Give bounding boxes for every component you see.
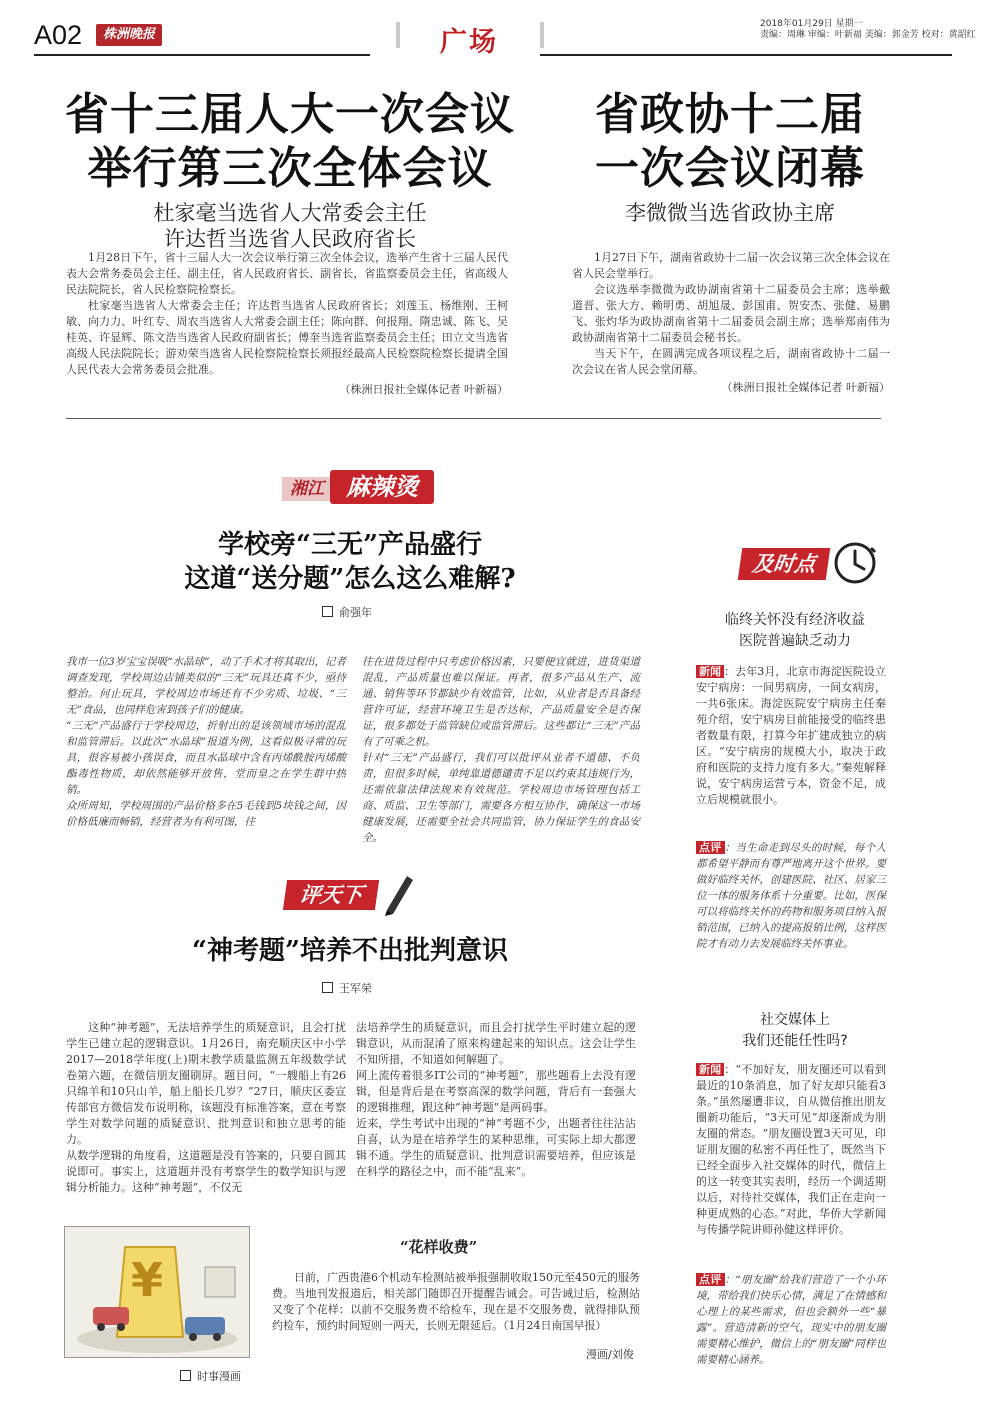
comment-body-col1: 这种“神考题”，无法培养学生的质疑意识，且会打扰学生已建立起的逻辑意识。1月26日，南充顺庆区中小学2017—2018学年度(上)期末教学质量监测五年级数学试卷第六题，在微信朋友圈刷屏。题目问，“一艘船上有26只绵羊和10只山羊，船上船长几岁？”27日，顺庆区委宣传部官方微信发布说明称，该题没有标准答案，意在考察学生对数学问题的质疑意识、批判意识和独立思考的能力。 从数学逻辑的角度看，这道题是没有答案的，只要自圆其说即可。事实上，这道题并没有考察学生的数学知识与逻辑分析能力。这种“神考题”，不仅无 (66, 1021, 346, 1194)
paragraph: 1月28日下午，省十三届人大一次会议举行第三次全体会议，选举产生省十三届人民代表大会常务委员会主任、副主任，省人民政府省长、副省长，省监察委员会主任，省高级人民法院院长，省人民检察院检察长。 (66, 251, 508, 296)
headline-line1: 省政协十二届 (595, 89, 865, 140)
dateline (760, 19, 976, 41)
paragraph: 会议选举李微微为政协湖南省第十二届委员会主席；选举戴道晋、张大方、赖明勇、胡旭晟、彭国甫、贺安杰、张健、易鹏飞、张灼华为政协湖南省第十二届委员会副主席；选举郑南伟为政协湖南省第十二届委员会秘书长。 (572, 283, 890, 344)
sidebar-item1-title (700, 610, 890, 652)
headline-line1: 学校旁“三无”产品盛行 (218, 530, 482, 560)
title-line1: 社交媒体上 (760, 1012, 830, 1028)
subhead-line1: 杜家毫当选省人大常委会主任 (153, 201, 427, 225)
clock-icon (832, 540, 878, 586)
hot-column-byline (322, 604, 372, 620)
header-rule-right (540, 54, 952, 56)
sidebar-item2-title (700, 1010, 890, 1052)
comment-body-col2: 法培养学生的质疑意识，而且会打扰学生平时建立起的逻辑意识，从而混淆了原来构建起来的知识点。这会让学生不知所措，不知道如何解题了。 网上流传着很多IT公司的“神考题”，那些题看上去没有逻辑，但是背后是在考察高深的数学问题，背后有一套强大的逻辑推理，跟这种“神考题”是两码事。 近来，学生考试中出现的“神”考题不少，出题者往往沾沾自喜，认为是在培养学生的某种思维，可实际上却大都逻辑不通。学生的质疑意识、批判意识需要培养，但应该是在科学的路径之中，而不能“乱来”。 (356, 1021, 636, 1178)
header-divider-right (540, 22, 544, 48)
hot-column-headline (150, 528, 550, 596)
byline-box-icon (322, 606, 333, 617)
hot-column-logo (282, 468, 438, 508)
byline-box-icon (322, 982, 333, 993)
page-number: A02 (34, 20, 83, 50)
sidebar-item2-comment (696, 1272, 886, 1368)
pen-icon (377, 870, 417, 916)
paragraph: 当天下午，在圆满完成各项议程之后，湖南省政协十二届一次会议在省人民会堂闭幕。 (572, 347, 890, 376)
sidebar-item2-news (696, 1062, 886, 1238)
cartoon-body: 日前，广西贵港6个机动车检测站被举报强制收取150元至450元的服务费。当地刊发报道后，相关部门随即召开提醒告诫会。可告诫过后，检测站又变了个花样：以前不交服务费不给检车，现在是不交服务费，就得排队预约检车，预约时间短则一两天，长则无限延后。（1月24日南国早报） (272, 1271, 640, 1332)
news-text: ：去年3月，北京市海淀医院设立安宁病房：一间男病房，一间女病房，一共6张床。海淀医院安宁病房主任秦苑介绍，安宁病房目前能接受的临终患者数量有限，打算今年扩建成独立的病区。“安宁病房的规模大小，取决于政府和医院的支持力度有多大。”秦苑解释说，安宁病房运营亏本，资金不足，成立后规模就很小。 (696, 665, 886, 806)
cartoon-credit: 漫画/刘俊 (586, 1348, 634, 1361)
subhead-line2: 许达哲当选省人民政府省长 (164, 227, 416, 251)
paragraph: 杜家毫当选省人大常委会主任；许达哲当选省人民政府省长；刘莲玉、杨维刚、王柯敏、向力力、叶红专、周农当选省人大常委会副主任；陈向群、何报翔、隋忠诚、陈飞、吴桂英、许显辉、陈文浩当选省人民政府副省长；傅奎当选省监察委员会主任；田立文当选省高级人民法院院长；游劝荣当选省人民检察院检察长须报经最高人民检察院检察长提请全国人民代表大会常务委员会批准。 (66, 299, 508, 376)
comment-text: ：“朋友圈”给我们营造了一个小环境，带给我们快乐心情，满足了在情感和心理上的某些需求，但也会额外一些“暴露”。营造清新的空气，现实中的朋友圈需要精心维护，微信上的“朋友圈”同样也需要精心涵养。 (696, 1274, 886, 1366)
header-divider-left (396, 22, 400, 48)
news-text: ：“不加好友，朋友圈还可以看到最近的10条消息，加了好友却只能看3条。”虽然屡遭非议，自从微信推出朋友圈新功能后，“3天可见”却逐渐成为朋友圈的常态。“朋友圈设置3天可见，印证朋友圈的私密不再任性了，既然当下已经全面步入社交媒体的时代，微信上的这一转变其实表明，经历一个调适期以后，对待社交媒体，我们正在走向一种更成熟的心态。”对此，华侨大学新闻与传播学院讲师孙健这样评价。 (696, 1063, 886, 1236)
comment-byline (322, 980, 372, 996)
headline-line2: 举行第三次全体会议 (87, 143, 493, 194)
hot-column-logo-a: 湘江 (282, 477, 332, 501)
hot-column-body-col1: 我市一位3岁宝宝误吸“水晶球”，动了手术才将其取出，记者调查发现，学校周边店铺类似的“三无”玩具还真不少，亟待整治。何止玩具，学校周边市场还有不少劣质、垃圾、“三无”食品，也同样危害到孩子们的健康。 “三无”产品盛行于学校周边，折射出的是该领域市场的混乱和监管滞后。以此次“水晶球”报道为例，这看似极寻常的玩具，很容易被小孩误食，而且水晶球中含有丙烯酰胺丙烯酸酯毒性物质，却依然能够开放售，堂而皇之在学生群中热销。 众所周知，学校周围的产品价格多在5毛钱到5块钱之间，因价格低廉而畅销，经营者为有利可图，往 (66, 656, 346, 828)
section-title: 广场 (440, 27, 498, 58)
comment-tag: 点评 (696, 1273, 725, 1286)
title-line2: 医院普遍缺乏动力 (739, 633, 851, 649)
sidebar-item1-news (696, 664, 886, 808)
header-rule-left (34, 54, 370, 56)
hot-column-logo-b: 麻辣烫 (330, 470, 434, 504)
newspaper-logo: 株洲晚报 (96, 24, 162, 46)
sidebar-item1-comment (696, 840, 886, 952)
credit: （株洲日报社全媒体记者 叶新福） (721, 381, 890, 394)
sidebar-logo (740, 540, 880, 590)
comment-column-logo (285, 870, 425, 916)
title-line1: 临终关怀没有经济收益 (725, 612, 865, 628)
headline-line2: 这道“送分题”怎么这么难解? (184, 564, 516, 594)
title-line2: 我们还能任性吗? (742, 1033, 848, 1049)
cartoon-image (64, 1226, 250, 1358)
comment-tag: 点评 (696, 841, 725, 854)
lead-story-left-body (66, 250, 508, 398)
headline-line1: 省十三届人大一次会议 (65, 89, 515, 140)
sidebar-logo-text: 及时点 (738, 548, 830, 580)
editor-credits: 责编：周琳 审编：叶新福 美编：郭金芳 校对：黄韶红 (760, 30, 976, 40)
paragraph: 1月27日下午，湖南省政协十二届一次会议第三次全体会议在省人民会堂举行。 (572, 251, 890, 280)
comment-text: ：当生命走到尽头的时候，每个人都希望平静而有尊严地离开这个世界。要做好临终关怀，创建医院、社区、居家三位一体的服务体系十分重要。比如，医保可以将临终关怀的药物和服务项目纳入报销范围，已纳入的提高报销比例，这样医院才有动力去发展临终关怀事业。 (696, 842, 886, 950)
subhead-line1: 李微微当选省政协主席 (625, 201, 835, 225)
author: 俞强年 (339, 606, 372, 619)
author: 王军荣 (339, 982, 372, 995)
news-tag: 新闻 (696, 665, 724, 678)
issue-date: 2018年01月29日 星期一 (760, 19, 863, 29)
hot-column-body-col2: 往在进货过程中只考虑价格因素，只要便宜就进，进货渠道混乱，产品质量也难以保证。再者，很多产品从生产、流通、销售等环节都缺少有效监管，比如，从业者是否具备经营许可证，经营环境卫生是否达标，产品质量安全是否保证，很多都处于监管缺位或监管滞后。这些都让“三无”产品有了可乘之机。 针对“三无”产品盛行，我们可以批评从业者不道德、不负责，但很多时候，单纯靠道德谴责不足以约束其违规行为，还需依靠法律法规来有效规范。学校周边市场管理包括工商、质监、卫生等部门，需要各方相互协作，确保这一市场健康发展，还需要全社会共同监管，协力保证学生的食品安全。 (362, 656, 640, 844)
section-rule (66, 418, 881, 419)
headline-line2: 一次会议闭幕 (595, 143, 865, 194)
cartoon-caption (180, 1368, 241, 1384)
comment-headline: “神考题”培养不出批判意识 (192, 936, 508, 966)
cartoon-title: “花样收费” (400, 1238, 478, 1256)
lead-story-right (575, 88, 885, 226)
yuan-sign-icon: ¥ (131, 1253, 164, 1307)
news-tag: 新闻 (696, 1063, 724, 1076)
lead-story-left (60, 88, 520, 252)
credit: （株洲日报社全媒体记者 叶新福） (339, 383, 508, 396)
byline-box-icon (180, 1370, 191, 1381)
comment-logo-text: 评天下 (283, 880, 379, 910)
caption-text: 时事漫画 (197, 1370, 241, 1383)
lead-story-right-body (572, 250, 890, 396)
